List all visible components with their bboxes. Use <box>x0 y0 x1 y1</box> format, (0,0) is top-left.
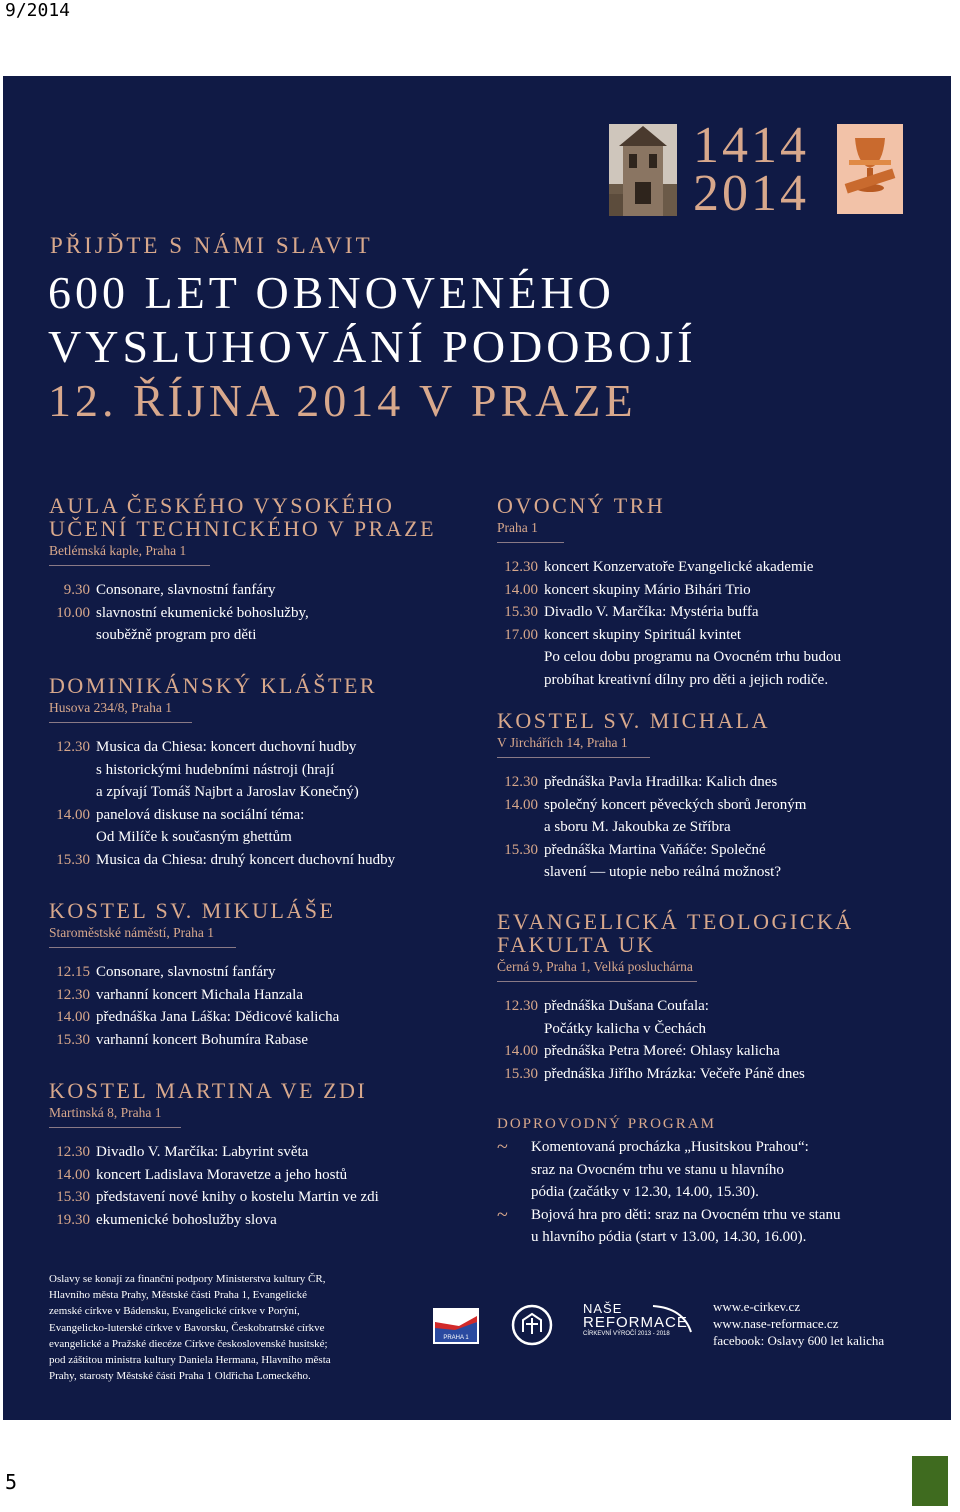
venue-ovocny-trh <box>497 494 937 692</box>
doprovodny-line: sraz na Ovocném trhu ve stanu u hlavního <box>531 1161 784 1178</box>
event-desc-line: slavnostní ekumenické bohoslužby, <box>96 604 309 621</box>
venue-address: Černá 9, Praha 1, Velká posluchárna <box>497 958 697 982</box>
link-facebook[interactable]: facebook: Oslavy 600 let kalicha <box>713 1333 885 1348</box>
event-time: 17.00 <box>504 626 538 643</box>
event-desc: přednáška Petra Moreé: Ohlasy kalicha <box>544 1043 780 1060</box>
event-desc-line: Od Milíče k současným ghettům <box>96 829 292 846</box>
event-time: 15.30 <box>504 841 538 858</box>
event-item <box>497 771 937 794</box>
venue-name <box>497 494 937 517</box>
venue-name-line: EVANGELICKÁ TEOLOGICKÁ <box>497 909 854 934</box>
reformace-logo-line2: REFORMACE <box>583 1314 688 1331</box>
event-item <box>497 556 937 579</box>
praha-1-logo-text: PRAHA 1 <box>443 1335 469 1341</box>
event-desc-line: Počátky kalicha v Čechách <box>544 1020 707 1037</box>
event-desc: Divadlo V. Marčíka: Labyrint světa <box>96 1144 309 1160</box>
sponsor-text <box>49 1271 419 1384</box>
event-time: 12.30 <box>56 739 90 755</box>
event-list <box>49 736 489 872</box>
doprovodny-title: DOPROVODNÝ PROGRAM <box>497 1116 716 1132</box>
event-list <box>497 995 937 1085</box>
event-desc <box>96 804 489 849</box>
event-desc-line: společný koncert pěveckých sborů Jeroným <box>544 796 807 813</box>
event-desc: přednáška Pavla Hradilka: Kalich dnes <box>544 774 778 790</box>
event-list <box>49 1141 489 1231</box>
chalice-image <box>837 124 903 214</box>
event-item <box>497 601 937 624</box>
doprovodny-program <box>497 1116 937 1249</box>
event-item <box>497 579 937 602</box>
event-desc <box>544 839 937 884</box>
event-time: 14.00 <box>504 1043 538 1060</box>
event-desc: představení nové knihy o kostelu Martin ve zdi <box>96 1189 379 1206</box>
event-desc <box>96 736 489 804</box>
venue-name-line: AULA ČESKÉHO VYSOKÉHO <box>49 493 395 518</box>
chalice-icon <box>837 124 903 214</box>
event-item <box>49 1141 489 1164</box>
church-circle-logo <box>511 1304 553 1346</box>
event-desc-line: probíhat kreativní dílny pro děti a jejich rodiče. <box>544 671 829 688</box>
event-time: 15.30 <box>56 851 90 868</box>
event-list <box>49 579 489 647</box>
title-line-1: 600 LET OBNOVENÉHO <box>48 267 615 318</box>
venue-kostel-martina-ve-zdi <box>49 1079 489 1231</box>
venue-name-line: KOSTEL SV. MIKULÁŠE <box>49 898 336 923</box>
event-time: 15.30 <box>56 1189 90 1206</box>
event-desc <box>544 794 937 839</box>
event-desc-line: a zpívají Tomáš Najbrt a Jaroslav Konečný) <box>96 784 359 801</box>
event-time: 12.30 <box>56 1144 90 1160</box>
doprovodny-desc <box>531 1204 841 1249</box>
sponsor-line: pod záštitou ministra kultury Daniela Hermana, Hlavního města <box>49 1354 331 1367</box>
venue-address: Staroměstské náměstí, Praha 1 <box>49 924 236 948</box>
venue-address: Martinská 8, Praha 1 <box>49 1104 181 1128</box>
sponsor-line: Evangelicko-luterské církve v Bavorsku, Českobratrské církve <box>49 1321 325 1334</box>
event-time: 12.30 <box>504 559 538 575</box>
poster <box>3 76 951 1420</box>
event-item <box>49 961 489 984</box>
event-desc-line: Po celou dobu programu na Ovocném trhu budou <box>544 649 842 666</box>
event-desc <box>96 602 489 647</box>
event-time: 14.00 <box>504 796 538 813</box>
event-item <box>497 624 937 692</box>
event-desc: koncert Konzervatoře Evangelické akademie <box>544 559 814 575</box>
venue-address: Praha 1 <box>497 519 564 543</box>
event-desc: Musica da Chiesa: druhý koncert duchovní hudby <box>96 851 396 868</box>
event-desc-line: Musica da Chiesa: koncert duchovní hudby <box>96 739 357 755</box>
venue-address: Betlémská kaple, Praha 1 <box>49 542 210 566</box>
sponsor-line: Hlavního města Prahy, Městské části Praha 1, Evangelické <box>49 1289 308 1302</box>
event-desc-line: a sboru M. Jakoubka ze Stříbra <box>544 819 731 836</box>
sponsor-line: zemské církve v Bádensku, Evangelické církve v Porýní, <box>49 1305 300 1318</box>
anniversary-years <box>693 117 809 222</box>
event-time: 14.00 <box>56 1009 90 1026</box>
event-time: 12.30 <box>56 986 90 1003</box>
doprovodny-item <box>497 1204 937 1249</box>
event-list <box>497 771 937 884</box>
sponsor-line: Oslavy se konají za finanční podpory Ministerstva kultury ČR, <box>49 1273 326 1285</box>
praha-1-logo <box>433 1308 479 1344</box>
venue-name <box>49 1079 489 1102</box>
event-list <box>497 556 937 692</box>
event-time: 19.30 <box>56 1211 90 1228</box>
doprovodny-line: Bojová hra pro děti: sraz na Ovocném trhu ve stanu <box>531 1206 841 1223</box>
tilde-bullet-icon: ~ <box>497 1203 508 1226</box>
page-color-marker <box>912 1456 948 1506</box>
event-item <box>49 1209 489 1232</box>
event-time: 14.00 <box>504 581 538 598</box>
event-time: 9.30 <box>63 582 90 598</box>
event-desc <box>544 995 937 1040</box>
event-item <box>49 602 489 647</box>
title-line-3: 12. ŘÍJNA 2014 V PRAZE <box>48 375 637 426</box>
venue-dominikansky-klaster <box>49 674 489 872</box>
event-desc-line: přednáška Martina Vaňáče: Společné <box>544 841 766 858</box>
event-item <box>49 736 489 804</box>
church-tower-photo <box>609 124 677 216</box>
reformace-logo-line1: NAŠE <box>583 1301 623 1316</box>
event-time: 12.30 <box>504 774 538 790</box>
event-desc: přednáška Jana Láška: Dědicové kalicha <box>96 1009 340 1026</box>
venue-name-line: FAKULTA UK <box>497 932 656 957</box>
doprovodny-line: Komentovaná procházka „Husitskou Prahou“: <box>531 1139 809 1155</box>
venue-name <box>49 674 489 697</box>
venue-etf-uk <box>497 910 937 1085</box>
event-time: 14.00 <box>56 1166 90 1183</box>
venue-name-line: OVOCNÝ TRH <box>497 493 666 518</box>
event-item <box>497 1040 937 1063</box>
event-item <box>49 804 489 849</box>
event-desc-line: přednáška Dušana Coufala: <box>544 998 709 1014</box>
event-time: 12.15 <box>56 964 90 980</box>
event-desc-line: panelová diskuse na sociální téma: <box>96 806 305 823</box>
event-time: 12.30 <box>504 998 538 1014</box>
event-item <box>49 1029 489 1052</box>
issue-number: 9/2014 <box>5 0 71 21</box>
event-desc <box>544 624 937 692</box>
event-desc: koncert skupiny Mário Bihári Trio <box>544 581 751 598</box>
venue-name-line: DOMINIKÁNSKÝ KLÁŠTER <box>49 673 378 698</box>
event-item <box>497 995 937 1040</box>
venue-address: V Jirchářích 14, Praha 1 <box>497 734 650 758</box>
event-desc: varhanní koncert Michala Hanzala <box>96 986 303 1003</box>
venue-name <box>49 899 489 922</box>
event-item <box>497 839 937 884</box>
event-desc: Divadlo V. Marčíka: Mystéria buffa <box>544 604 759 621</box>
event-desc: přednáška Jiřího Mrázka: Večeře Páně dnes <box>544 1065 805 1082</box>
link-e-cirkev[interactable]: www.e-cirkev.cz <box>713 1299 801 1314</box>
event-time: 10.00 <box>56 604 90 621</box>
event-item <box>49 984 489 1007</box>
event-item <box>49 1164 489 1187</box>
web-links <box>713 1298 884 1349</box>
doprovodny-line: pódia (začátky v 12.30, 14.00, 15.30). <box>531 1184 759 1201</box>
link-nase-reformace[interactable]: www.nase-reformace.cz <box>713 1316 839 1331</box>
event-desc-line: s historickými hudebními nástroji (hrají <box>96 761 335 778</box>
venue-name <box>497 709 937 732</box>
venue-kostel-sv-michala <box>497 709 937 884</box>
venue-name <box>49 494 489 540</box>
doprovodny-desc <box>531 1136 809 1204</box>
event-list <box>49 961 489 1051</box>
subtitle: PŘIJĎTE S NÁMI SLAVIT <box>50 233 373 258</box>
venue-aula-cvut <box>49 494 489 647</box>
event-desc: koncert Ladislava Moravetze a jeho hostů <box>96 1166 348 1183</box>
swoosh-icon <box>583 1302 693 1350</box>
event-desc: ekumenické bohoslužby slova <box>96 1211 277 1228</box>
event-item <box>49 1006 489 1029</box>
venue-name-line: KOSTEL MARTINA VE ZDI <box>49 1078 368 1103</box>
doprovodny-item <box>497 1136 937 1204</box>
venue-name-line: UČENÍ TECHNICKÉHO V PRAZE <box>49 516 437 541</box>
event-item <box>49 849 489 872</box>
main-title <box>48 266 697 428</box>
event-item <box>49 1186 489 1209</box>
venue-name <box>497 910 937 956</box>
event-desc-line: koncert skupiny Spirituál kvintet <box>544 626 742 643</box>
year-1414: 1414 <box>693 117 809 174</box>
venue-address: Husova 234/8, Praha 1 <box>49 699 192 723</box>
title-line-2: VYSLUHOVÁNÍ PODOBOJÍ <box>48 321 697 372</box>
tilde-bullet-icon: ~ <box>497 1136 508 1158</box>
event-desc: Consonare, slavnostní fanfáry <box>96 582 276 598</box>
page-number: 5 <box>5 1470 18 1494</box>
venue-kostel-sv-mikulase <box>49 899 489 1051</box>
event-desc: Consonare, slavnostní fanfáry <box>96 964 276 980</box>
event-time: 15.30 <box>56 1031 90 1048</box>
venue-name-line: KOSTEL SV. MICHALA <box>497 708 770 733</box>
sponsor-line: evangelické a Pražské diecéze Církve československé husitské; <box>49 1337 328 1350</box>
event-item <box>497 1063 937 1086</box>
event-desc-line: souběžně program pro děti <box>96 627 257 644</box>
nase-reformace-logo <box>583 1302 693 1350</box>
reformace-logo-line3: CÍRKEVNÍ VÝROČÍ 2013 - 2018 <box>583 1331 670 1337</box>
event-desc-line: slavení — utopie nebo reálná možnost? <box>544 864 782 881</box>
doprovodny-line: u hlavního pódia (start v 13.00, 14.30, 16.00). <box>531 1229 807 1246</box>
event-item <box>497 794 937 839</box>
year-2014: 2014 <box>693 165 809 222</box>
sponsor-line: Prahy, starosty Městské části Praha 1 Oldřicha Lomeckého. <box>49 1370 311 1383</box>
event-time: 14.00 <box>56 806 90 823</box>
event-item <box>49 579 489 602</box>
event-time: 15.30 <box>504 604 538 621</box>
event-time: 15.30 <box>504 1065 538 1082</box>
event-desc: varhanní koncert Bohumíra Rabase <box>96 1031 309 1048</box>
